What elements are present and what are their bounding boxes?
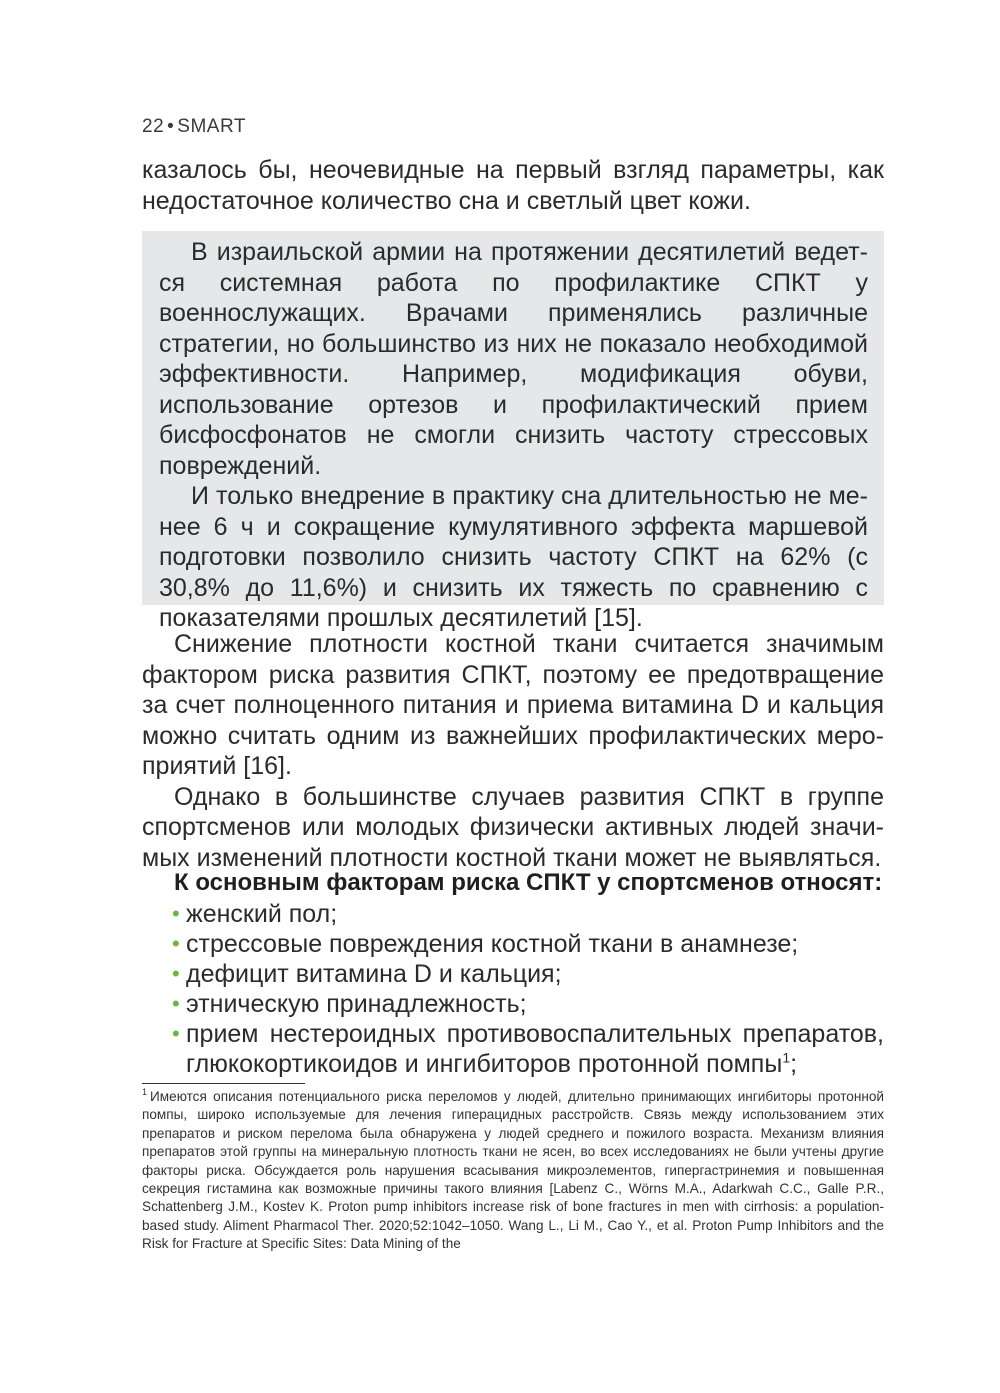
- bullet-icon: •: [172, 901, 180, 926]
- callout-paragraph-2: И только внедрение в практику сна длительностью не менее 6 ч и сокращение кумулятивного эффекта маршевой подготовки позволило снизить частоту СПКТ на 62% (с 30,8% до 11,6%) и снизить их тяжесть по сравнению с показателями прошлых десятилетий [15].: [159, 482, 868, 632]
- callout-paragraph-1: В израильской армии на протяжении десятилетий ведется системная работа по профилактике СПКТ у военнослужащих. Врачами применялись различные стратегии, но большинство из них не показало необходимой эффективности. Например, модификация обуви, использование ортезов и профилактический прием бисфосфонатов не смогли снизить частоту стрессовых повреждений.: [159, 238, 868, 480]
- body-paragraph-2: Однако в большинстве случаев развития СПКТ в группе спортсменов или молодых физически активных людей значимых изменений плотности костной ткани может не выявляться.: [142, 782, 884, 872]
- bullet-icon: •: [172, 991, 180, 1016]
- page-number: 22: [142, 116, 165, 137]
- risk-factors-title: К основным факторам риска СПКТ у спортсменов относят:: [174, 869, 883, 896]
- footnote: [142, 1088, 884, 1254]
- risk-factors-list: [172, 899, 884, 1079]
- list-item: • стрессовые повреждения костной ткани в анамнезе;: [172, 930, 799, 958]
- footnote-marker: 1: [142, 1087, 148, 1098]
- body-paragraph-1: Снижение плотности костной ткани считается значимым фактором риска развития СПКТ, поэтому ее предотвращение за счет полноценного питания и приема витамина D и кальция можно считать одним из важнейших профилактических мероприятий [16].: [142, 630, 884, 780]
- bullet-icon: •: [172, 961, 180, 986]
- list-item: • этническую принадлежность;: [172, 990, 527, 1018]
- list-item: • прием нестероидных противовоспалительных препаратов, глюкокортикоидов и ингибиторов протонной помпы$^1$;: [172, 1020, 884, 1078]
- bullet-icon: •: [172, 1021, 180, 1046]
- highlight-box: [142, 231, 884, 632]
- list-item: • дефицит витамина D и кальция;: [172, 960, 562, 988]
- body-block: [142, 629, 884, 873]
- footnote-text: Имеются описания потенциального риска переломов у людей, длительно принимающих ингибиторы протонной помпы, широко используемые для лечения гиперацидных расстройств. Связь между использованием этих препаратов и риском перелома была обнаружена у людей среднего и пожилого возраста. Механизм влияния препаратов этой группы на минеральную плотность ткани не ясен, во всех исследованиях не были учтены другие факторы риска. Обсуждается роль нарушения всасывания микроэлементов, гипергастринемия и повышенная секреция гистамина как возможные причины такого влияния [Labenz C., Wörns M.A., Adarkwah C.C., Galle P.R., Schattenberg J.M., Kostev K. Proton pump inhibitors increase risk of bone fractures in men with cirrhosis: a population-based study. Aliment Pharmacol Ther. 2020;52:1042–1050. Wang L., Li M., Cao Y., et al. Proton Pump Inhibitors and the Risk for Fracture at Specific Sites: Data Mining of the: [142, 1089, 884, 1252]
- running-header: [142, 116, 246, 138]
- list-item: • женский пол;: [172, 900, 338, 928]
- intro-paragraph: казалось бы, неочевидные на первый взгляд параметры, как недостаточное количество сна и светлый цвет кожи.: [142, 156, 884, 215]
- footnote-reference[interactable]: 1: [782, 1049, 791, 1066]
- footnote-divider: [142, 1083, 305, 1084]
- bullet-icon: •: [172, 931, 180, 956]
- section-name: SMART: [177, 116, 246, 137]
- intro-block: [142, 155, 884, 216]
- header-separator: •: [167, 116, 175, 137]
